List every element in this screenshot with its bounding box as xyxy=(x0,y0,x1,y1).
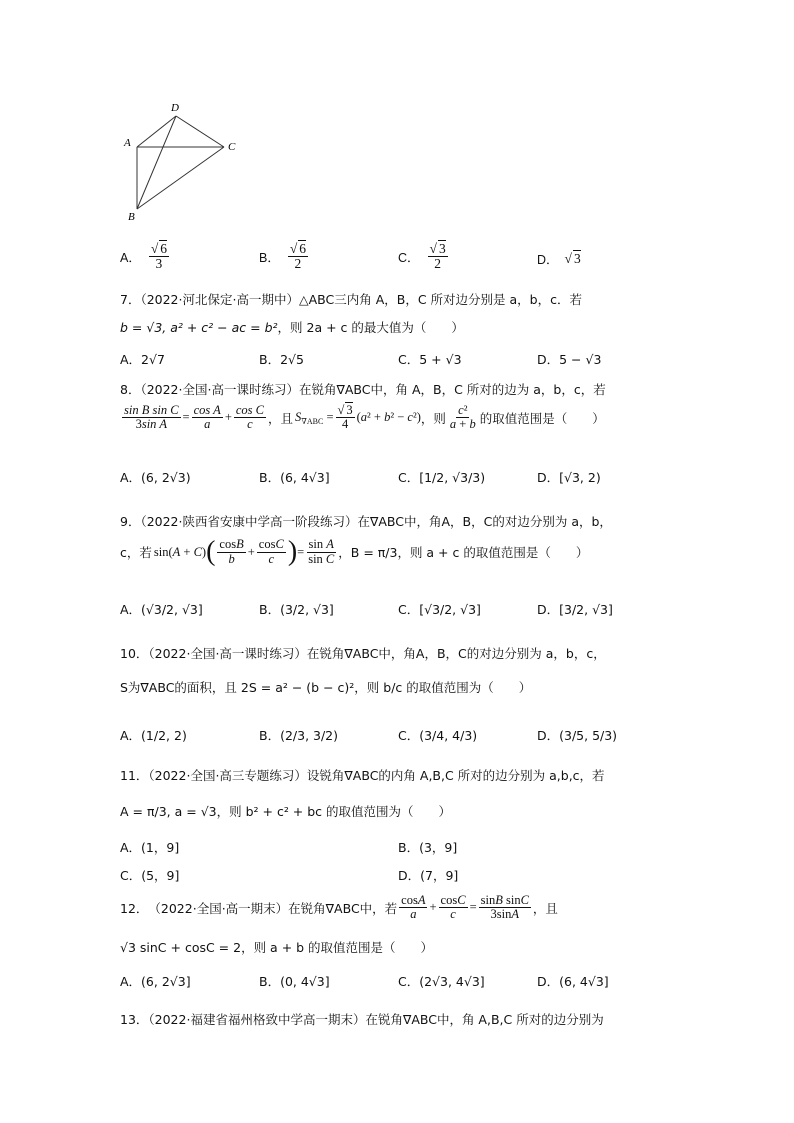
q8-option-c[interactable]: C．[1/2, √3/3) xyxy=(398,470,486,485)
q10-option-d[interactable]: D．(3/5, 5/3) xyxy=(537,728,618,743)
q8-stem2-mid: ，且 xyxy=(268,410,294,426)
q9-option-c[interactable]: C．[√3/2, √3] xyxy=(398,602,481,617)
q12-stem1-end: ，且 xyxy=(532,900,558,916)
q7-option-a[interactable]: A．2√7 xyxy=(120,352,165,367)
q9-stem-line2: c，若 sin(A + C) ( $\frac{\cos B}{b}$ + $\frac{\cos C}{c}$ ) = $\frac{\text{sin A}}{\text{sin C}}$ ，B = π/3，则 a + c 的取值范围是（ ） xyxy=(120,536,589,567)
q11-option-c[interactable]: C．(5，9] xyxy=(120,868,180,883)
q8-number: 8． xyxy=(120,382,141,397)
q7-option-b[interactable]: B．2√5 xyxy=(259,352,304,367)
q6-option-a[interactable]: A． $\frac{√ 6}{3}$ xyxy=(120,241,168,272)
q8-stem-line2: $\frac{\text{sin B sin C}}{\text{3sin A}}$ = $\frac{\text{cos A}}{a}$ + $\frac{\text{cos C}}{c}$ ，且 $S_{\nabla ABC}$ = $\frac{√ 3}{4}$ (a² + b² − c²) ，则 $\frac{\text{c²}}{a + b}$ 的取值范围是（ ） xyxy=(124,403,605,432)
q12-source: （2022·全国·高一期末） xyxy=(148,900,289,916)
figure-label-b: B xyxy=(128,211,135,223)
q9-option-b[interactable]: B．(3/2, √3] xyxy=(259,602,334,617)
q11-option-a[interactable]: A．(1，9] xyxy=(120,840,180,855)
q10-number: 10． xyxy=(120,646,149,661)
q11-option-d[interactable]: D．(7，9] xyxy=(398,868,459,883)
q11-number: 11． xyxy=(120,768,149,783)
q6-option-d-label: D． xyxy=(537,253,559,267)
q13-source: （2022·福建省福州格致中学高一期末） xyxy=(148,1012,366,1027)
q10-option-a[interactable]: A．(1/2, 2) xyxy=(120,728,187,743)
q8-option-d[interactable]: D．[√3, 2) xyxy=(537,470,601,485)
q9-option-d[interactable]: D．[3/2, √3] xyxy=(537,602,613,617)
q11-stem2: A = π/3, a = √3，则 b² + c² + bc 的取值范围为（ ） xyxy=(120,804,452,819)
q11-stem-line1 xyxy=(120,766,605,784)
q7-stem-line2 xyxy=(120,318,464,336)
q9-number: 9． xyxy=(120,514,141,529)
q8-stem-line1 xyxy=(120,380,606,398)
q7-source: （2022·河北保定·高一期中） xyxy=(140,292,299,307)
q6-option-b-label: B． xyxy=(259,250,280,265)
q7-stem-line1 xyxy=(120,290,582,308)
q12-option-a[interactable]: A．(6, 2√3] xyxy=(120,974,191,989)
q6-option-c[interactable]: C． $\frac{√ 3}{2}$ xyxy=(398,241,446,272)
q12-stem-line1: 12． （2022·全国·高一期末） 在锐角∇ABC中，若 $\frac{\cos A}{a}$ + $\frac{\cos C}{c}$ = $\frac{\text{sinB sinC}}{3\sin A}$ ，且 xyxy=(120,893,558,922)
q13-number: 13． xyxy=(120,1012,149,1027)
q9-stem-line1 xyxy=(120,512,612,530)
q8-stem2-tail: 的取值范围是（ ） xyxy=(479,410,605,426)
q10-stem1: 在锐角∇ABC中，角A，B，C的对边分别为 a，b，c， xyxy=(306,646,606,661)
quadrilateral-figure xyxy=(118,96,248,224)
q9-stem2-a: c，若 xyxy=(120,545,152,560)
q9-option-a[interactable]: A．(√3/2, √3] xyxy=(120,602,203,617)
q13-stem1: 在锐角∇ABC中，角 A,B,C 所对的边分别为 xyxy=(365,1012,604,1027)
q8-source: （2022·全国·高一课时练习） xyxy=(140,382,299,397)
q7-number: 7． xyxy=(120,292,141,307)
q9-stem2-b: ，B = π/3，则 a + c 的取值范围是（ ） xyxy=(338,545,589,560)
q12-stem1: 在锐角∇ABC中，若 xyxy=(288,900,398,916)
q7-stem1: △ABC三内角 A，B，C 所对边分别是 a，b，c．若 xyxy=(298,292,582,307)
q7-option-c[interactable]: C．5 + √3 xyxy=(398,352,462,367)
q11-option-b[interactable]: B．(3，9] xyxy=(398,840,458,855)
q6-option-a-label: A． xyxy=(120,250,141,265)
q10-stem-line1 xyxy=(120,644,606,662)
q6-option-b[interactable]: B． $\frac{√ 6}{2}$ xyxy=(259,241,307,272)
q13-stem-line1 xyxy=(120,1010,604,1028)
q9-stem1: 在∇ABC中，角A，B，C的对边分别为 a，b， xyxy=(357,514,612,529)
q8-stem2-end: ，则 xyxy=(420,410,446,426)
q12-option-c[interactable]: C．(2√3, 4√3] xyxy=(398,974,485,989)
q8-option-a[interactable]: A．(6, 2√3) xyxy=(120,470,191,485)
q11-source: （2022·全国·高三专题练习） xyxy=(148,768,307,783)
q12-number: 12． xyxy=(120,900,149,916)
q12-option-d[interactable]: D．(6, 4√3] xyxy=(537,974,609,989)
q7-condition: b = √3, a² + c² − ac = b² xyxy=(120,320,278,335)
q7-question: ，则 2a + c 的最大值为（ ） xyxy=(277,320,464,335)
figure-label-d: D xyxy=(171,102,179,114)
q7-option-d[interactable]: D．5 − √3 xyxy=(537,352,602,367)
q10-option-b[interactable]: B．(2/3, 3/2) xyxy=(259,728,339,743)
figure-label-a: A xyxy=(124,137,131,149)
q11-stem1: 设锐角∇ABC的内角 A,B,C 所对的边分别为 a,b,c，若 xyxy=(306,768,605,783)
q6-option-d[interactable]: D． √ 3 xyxy=(537,251,581,267)
q12-option-b[interactable]: B．(0, 4√3] xyxy=(259,974,330,989)
q10-option-c[interactable]: C．(3/4, 4/3) xyxy=(398,728,478,743)
q6-option-c-label: C． xyxy=(398,250,420,265)
q10-source: （2022·全国·高一课时练习） xyxy=(148,646,307,661)
q8-stem1: 在锐角∇ABC中，角 A，B，C 所对的边为 a，b，c，若 xyxy=(298,382,606,397)
q9-source: （2022·陕西省安康中学高一阶段练习） xyxy=(140,514,358,529)
q12-stem2: √3 sinC + cosC = 2，则 a + b 的取值范围是（ ） xyxy=(120,940,434,955)
q10-stem2: S为∇ABC的面积，且 2S = a² − (b − c)²，则 b/c 的取值范围为（ ） xyxy=(120,680,532,695)
figure-label-c: C xyxy=(228,141,236,153)
q8-option-b[interactable]: B．(6, 4√3] xyxy=(259,470,330,485)
